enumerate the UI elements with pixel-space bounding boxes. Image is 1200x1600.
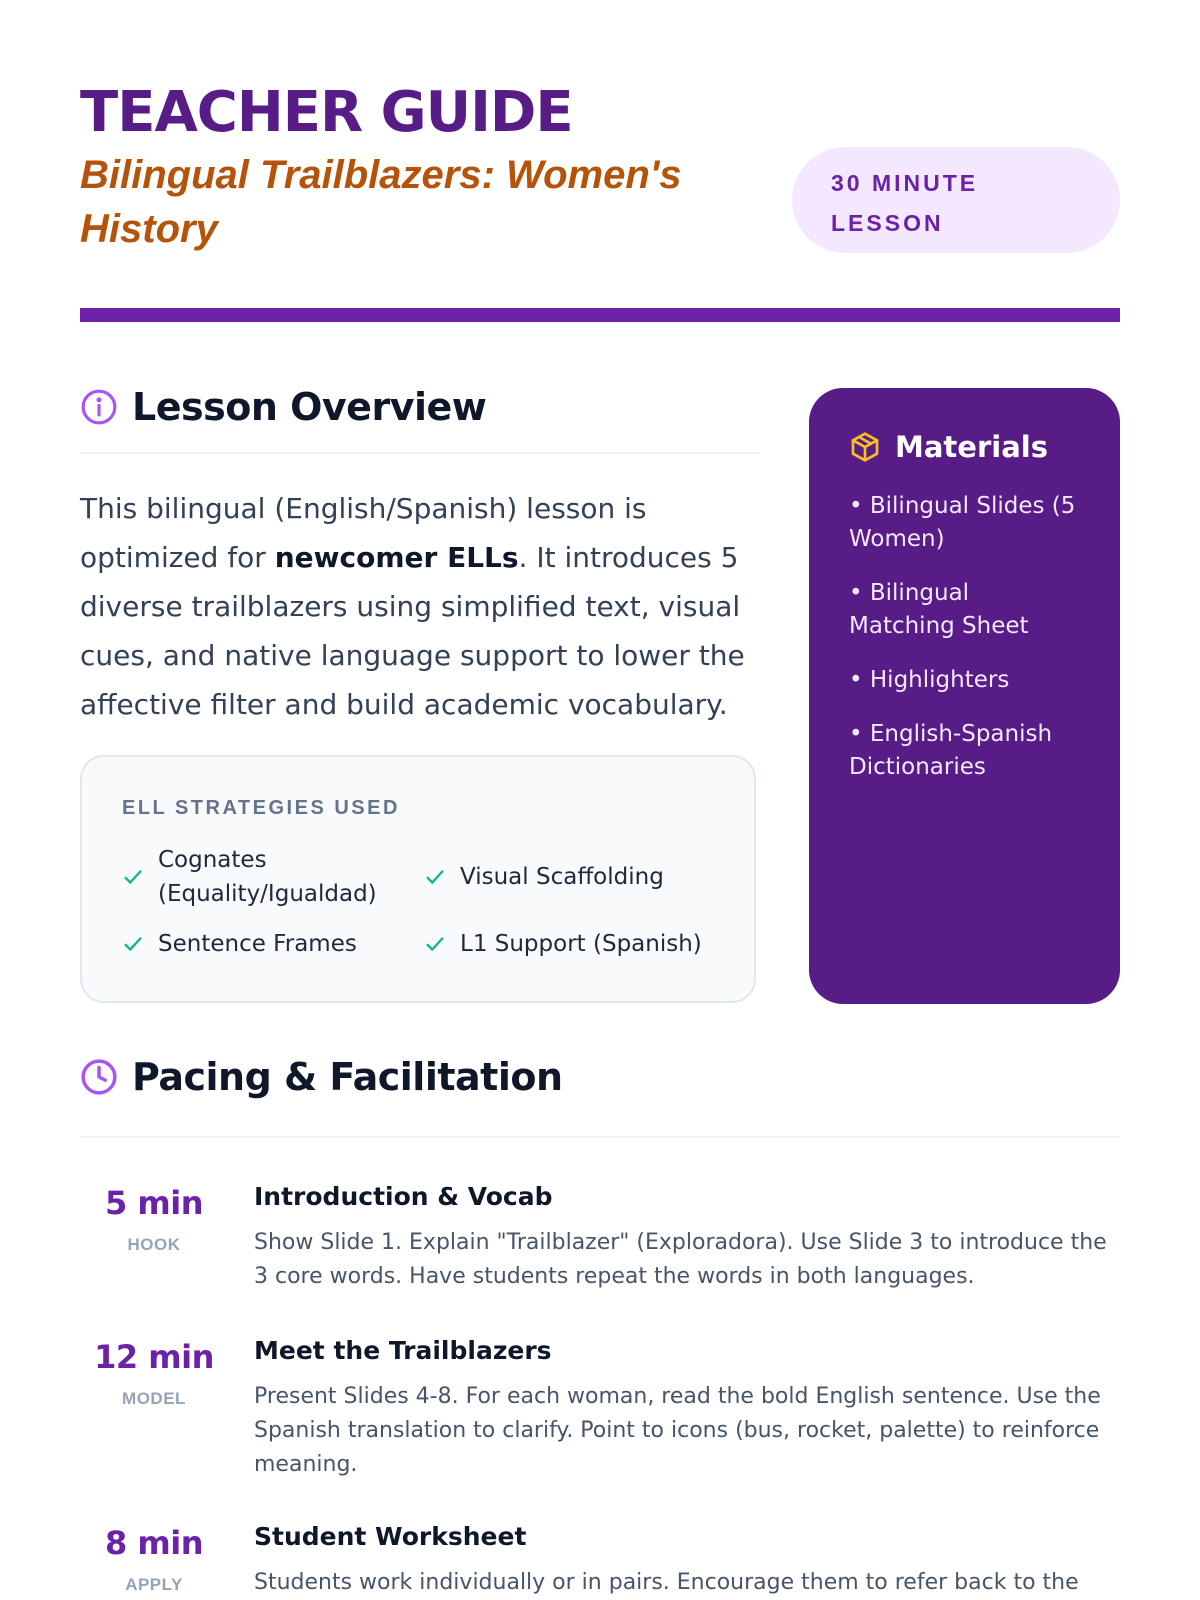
- overview-heading-divider: [80, 452, 760, 454]
- pacing-description: Present Slides 4-8. For each woman, read the bold English sentence. Use the Spanish translation to clarify. Point to icons (bus, rocket, palette) to reinforce meaning.: [254, 1384, 1101, 1477]
- package-icon: [849, 431, 881, 463]
- pacing-title: Student Worksheet: [254, 1522, 527, 1551]
- overview-text-emphasis: newcomer ELLs: [274, 541, 519, 574]
- strategy-label: L1 Support (Spanish): [460, 931, 702, 957]
- strategy-label: Visual Scaffolding: [460, 864, 664, 890]
- pacing-time: 12 min: [94, 1338, 214, 1376]
- page-title: TEACHER GUIDE: [80, 80, 573, 145]
- pacing-phase: APPLY: [125, 1575, 183, 1594]
- check-icon: [424, 866, 446, 888]
- guide-header: [80, 82, 1120, 322]
- strategy-item: [122, 927, 357, 961]
- pacing-heading-divider: [80, 1136, 1120, 1138]
- materials-heading: Materials: [895, 430, 1048, 464]
- pacing-phase: MODEL: [122, 1389, 186, 1408]
- materials-item: • English-Spanish Dictionaries: [849, 721, 1053, 780]
- materials-heading-row: [849, 430, 1082, 464]
- pacing-title: Meet the Trailblazers: [254, 1336, 552, 1365]
- pacing-heading-row: [80, 1055, 563, 1099]
- overview-text-start: This bilingual (English/Spanish) lesson is optimized for: [80, 492, 647, 574]
- pacing-time: 8 min: [105, 1524, 203, 1562]
- strategy-item: [424, 860, 664, 894]
- pacing-time: 5 min: [105, 1184, 203, 1222]
- overview-heading-row: [80, 385, 486, 429]
- clock-icon: [80, 1058, 118, 1096]
- strategy-label: Sentence Frames: [158, 931, 357, 957]
- duration-badge-line-1: 30 MINUTE: [831, 170, 979, 196]
- header-divider: [80, 308, 1120, 322]
- pacing-heading: Pacing & Facilitation: [132, 1055, 563, 1099]
- materials-item: • Highlighters: [849, 667, 1010, 693]
- materials-item: • Bilingual Slides (5 Women): [849, 493, 1076, 552]
- pacing-phase: HOOK: [127, 1235, 181, 1254]
- materials-item: • Bilingual Matching Sheet: [849, 580, 1029, 639]
- overview-paragraph: [80, 484, 760, 729]
- check-icon: [122, 866, 144, 888]
- pacing-description: Students work individually or in pairs. Encourage them to refer back to the: [254, 1570, 1079, 1595]
- strategy-item: [122, 843, 382, 911]
- info-circle-icon: [80, 388, 118, 426]
- lesson-subtitle: Bilingual Trailblazers: Women's History: [80, 153, 682, 251]
- duration-badge: [792, 147, 1120, 253]
- strategy-label: Cognates (Equality/Igualdad): [158, 847, 377, 907]
- check-icon: [122, 933, 144, 955]
- materials-list: [849, 490, 1082, 784]
- overview-heading: Lesson Overview: [132, 385, 487, 429]
- ell-strategies-box: [80, 755, 756, 1003]
- overview-text-end: . It introduces 5 diverse trailblazers using simplified text, visual cues, and native language support to lower the affective filter and build academic vocabulary.: [80, 541, 745, 721]
- pacing-title: Introduction & Vocab: [254, 1182, 553, 1211]
- strategy-item: [424, 927, 702, 961]
- check-icon: [424, 933, 446, 955]
- strategies-label: ELL STRATEGIES USED: [122, 797, 400, 819]
- pacing-description: Show Slide 1. Explain "Trailblazer" (Exploradora). Use Slide 3 to introduce the 3 core words. Have students repeat the words in both languages.: [254, 1230, 1107, 1289]
- materials-card: [809, 388, 1120, 1004]
- duration-badge-line-2: LESSON: [831, 210, 944, 236]
